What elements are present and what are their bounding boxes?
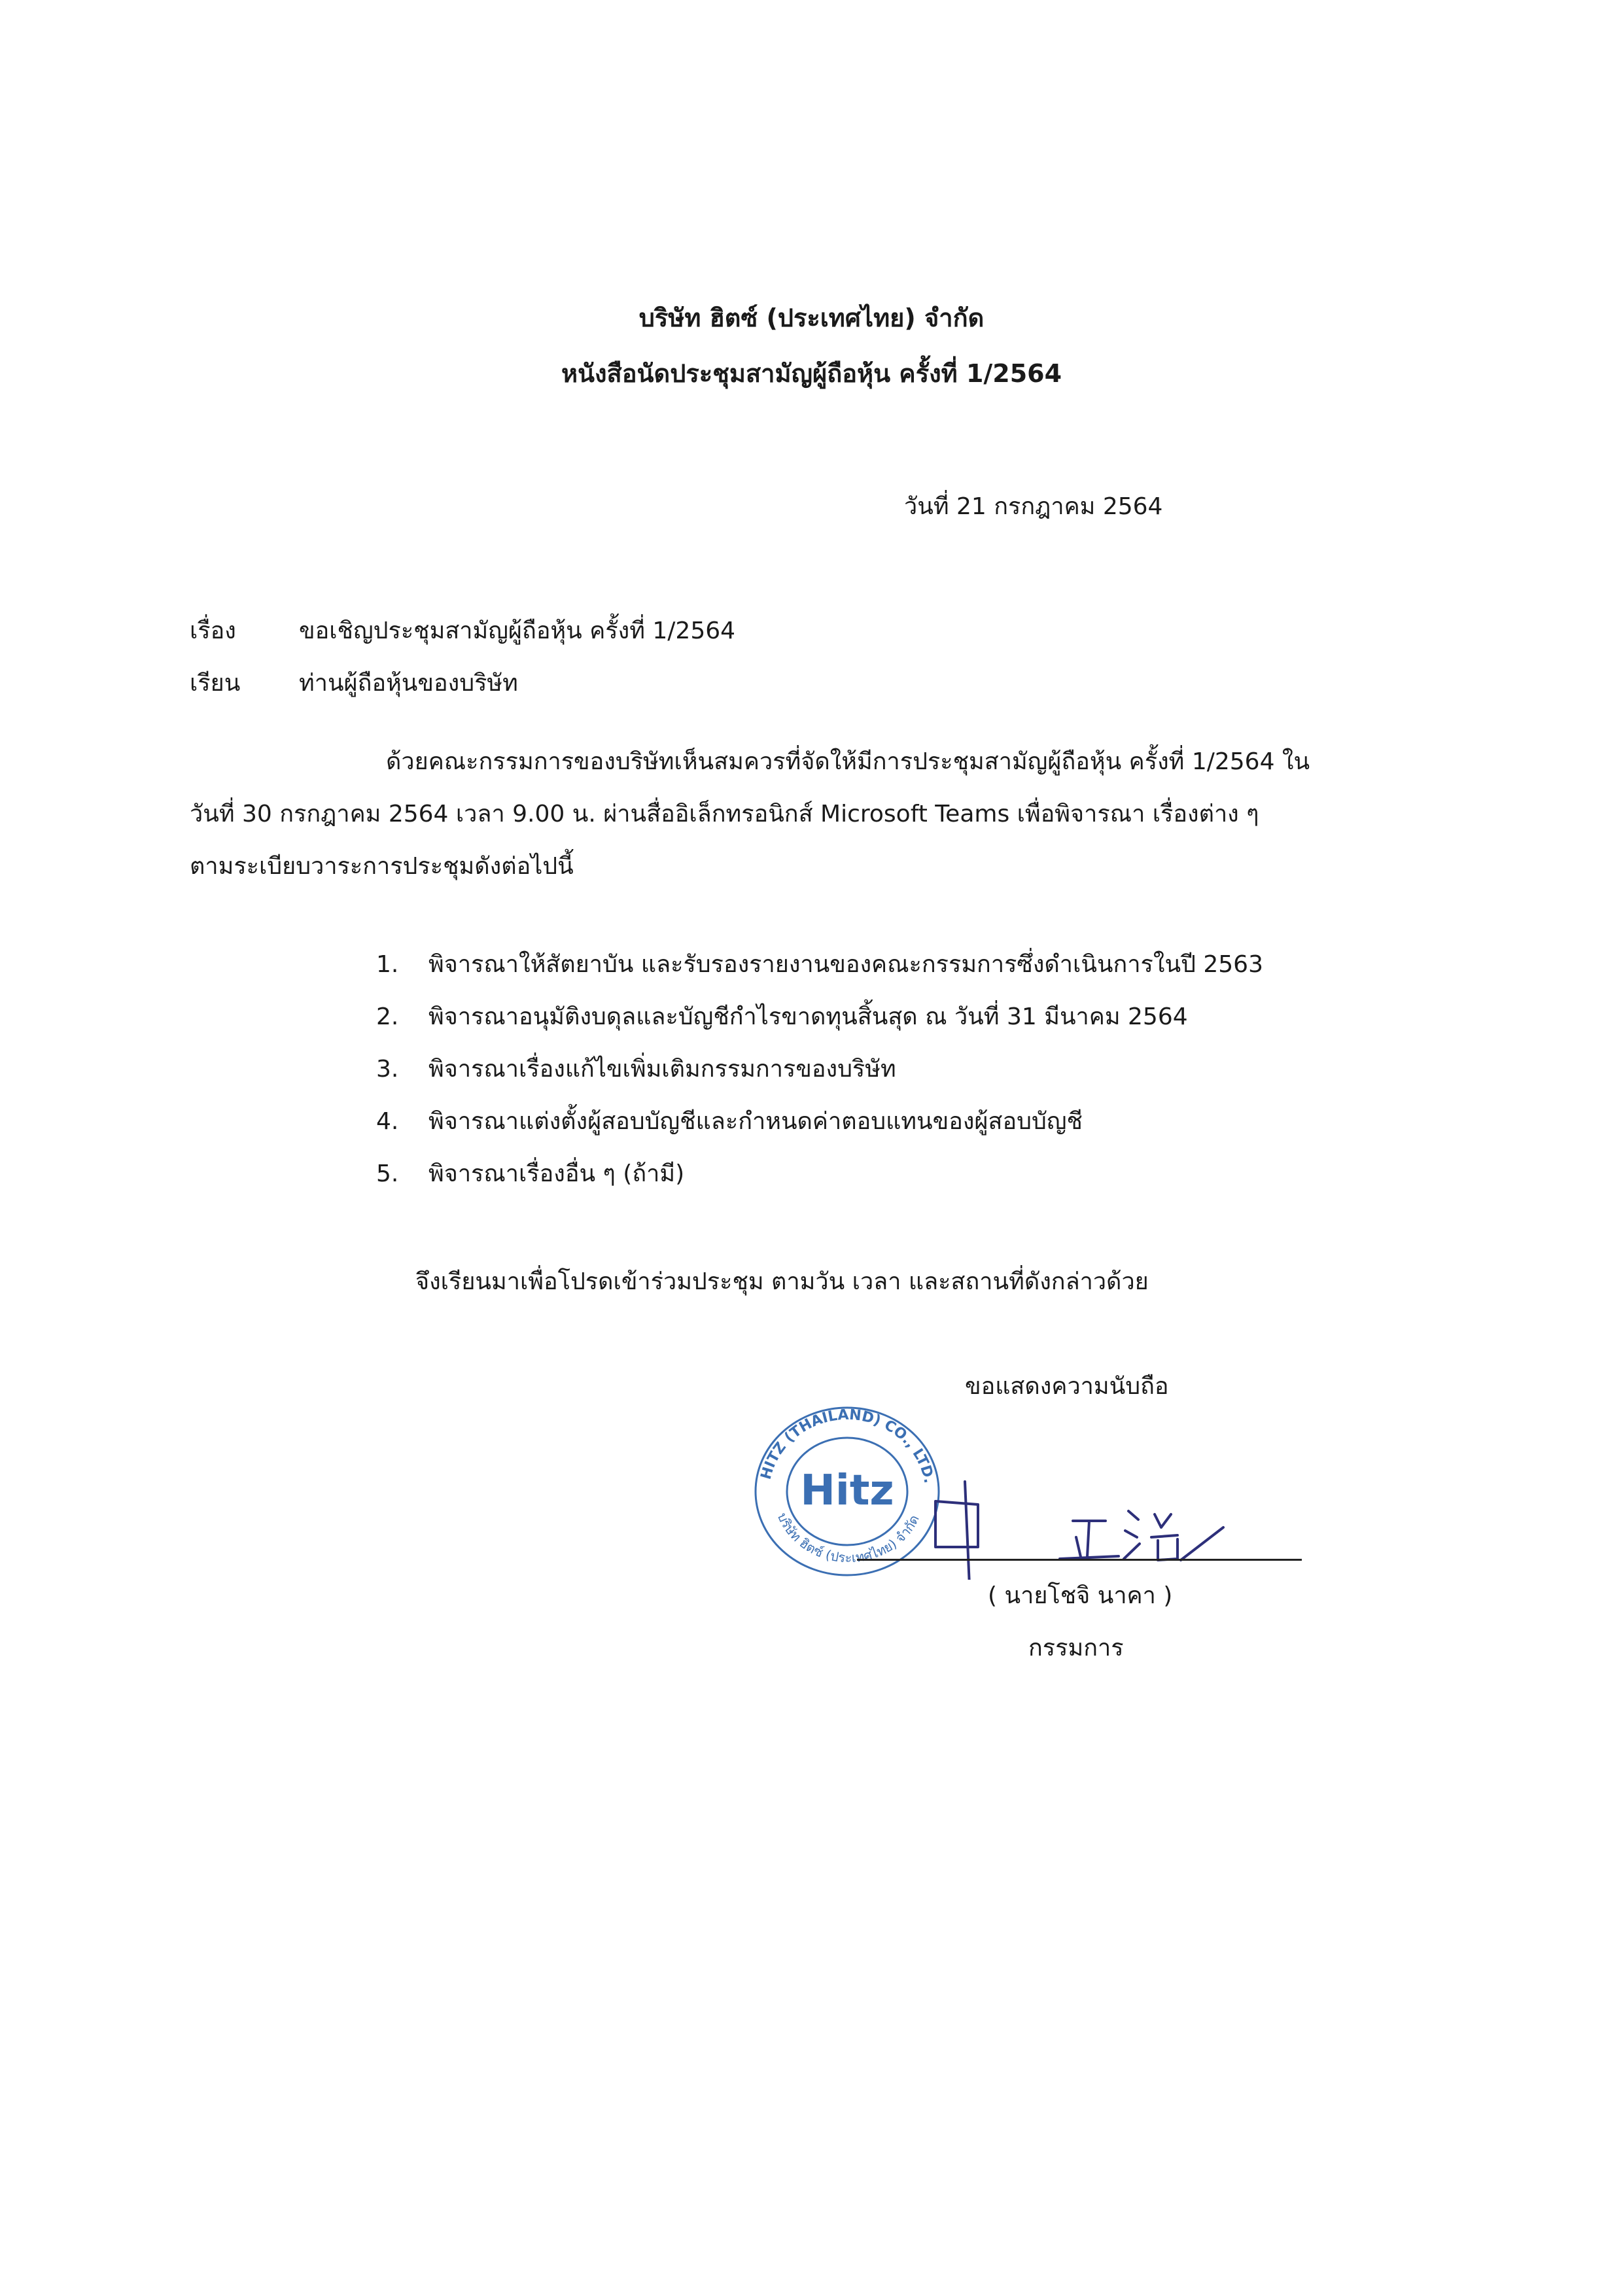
agenda-number: 3. [376, 1056, 399, 1083]
agenda-text: พิจารณาอนุมัติงบดุลและบัญชีกำไรขาดทุนสิ้นสุด ณ วันที่ 31 มีนาคม 2564 [428, 1003, 1188, 1030]
agenda-item [376, 1148, 1263, 1200]
closing-sentence: จึงเรียนมาเพื่อโปรดเข้าร่วมประชุม ตามวัน เวลา และสถานที่ดังกล่าวด้วย [415, 1268, 1149, 1295]
body-line-2: วันที่ 30 กรกฎาคม 2564 เวลา 9.00 น. ผ่านสื่ออิเล็กทรอนิกส์ Microsoft Teams เพื่อพิจารณา เรื่องต่าง ๆ [190, 801, 1259, 827]
signatory-name: ( นายโชจิ นาคา ) [988, 1582, 1173, 1609]
body-paragraph [190, 736, 1433, 893]
agenda-number: 1. [376, 951, 399, 978]
seal-bottom-text: บริษัท ฮิตซ์ (ประเทศไทย) จำกัด [774, 1510, 922, 1566]
agenda-list [376, 939, 1263, 1200]
recipient-label: เรียน [190, 670, 241, 697]
subject-label: เรื่อง [190, 617, 236, 644]
signatory-position: กรรมการ [1028, 1635, 1124, 1661]
body-line-1: ด้วยคณะกรรมการของบริษัทเห็นสมควรที่จัดให้มีการประชุมสามัญผู้ถือหุ้น ครั้งที่ 1/2564 ใน [386, 748, 1310, 775]
agenda-number: 2. [376, 1003, 399, 1030]
recipient-value: ท่านผู้ถือหุ้นของบริษัท [299, 670, 518, 697]
company-name: บริษัท ฮิตซ์ (ประเทศไทย) จำกัด [638, 304, 985, 332]
agenda-item [376, 939, 1263, 991]
seal-outer-text: HITZ (THAILAND) CO., LTD. [758, 1406, 937, 1485]
agenda-text: พิจารณาให้สัตยาบัน และรับรองรายงานของคณะกรรมการซึ่งดำเนินการในปี 2563 [428, 951, 1263, 978]
document-title: หนังสือนัดประชุมสามัญผู้ถือหุ้น ครั้งที่ 1/2564 [561, 359, 1062, 388]
seal-center-text: Hitz [800, 1467, 894, 1515]
agenda-item [376, 1096, 1263, 1148]
agenda-text: พิจารณาเรื่องแก้ไขเพิ่มเติมกรรมการของบริษัท [428, 1056, 896, 1083]
agenda-item [376, 1043, 1263, 1096]
agenda-text: พิจารณาเรื่องอื่น ๆ (ถ้ามี) [428, 1160, 685, 1187]
signature-line [857, 1559, 1302, 1561]
agenda-number: 5. [376, 1160, 399, 1187]
handwritten-signature [909, 1475, 1236, 1580]
date-line: วันที่ 21 กรกฎาคม 2564 [904, 493, 1163, 520]
subject-value: ขอเชิญประชุมสามัญผู้ถือหุ้น ครั้งที่ 1/2564 [299, 617, 736, 644]
body-line-3: ตามระเบียบวาระการประชุมดังต่อไปนี้ [190, 853, 574, 880]
agenda-number: 4. [376, 1108, 399, 1135]
agenda-text: พิจารณาแต่งตั้งผู้สอบบัญชีและกำหนดค่าตอบแทนของผู้สอบบัญชี [428, 1108, 1083, 1135]
regards-line: ขอแสดงความนับถือ [965, 1373, 1169, 1400]
agenda-item [376, 991, 1263, 1043]
